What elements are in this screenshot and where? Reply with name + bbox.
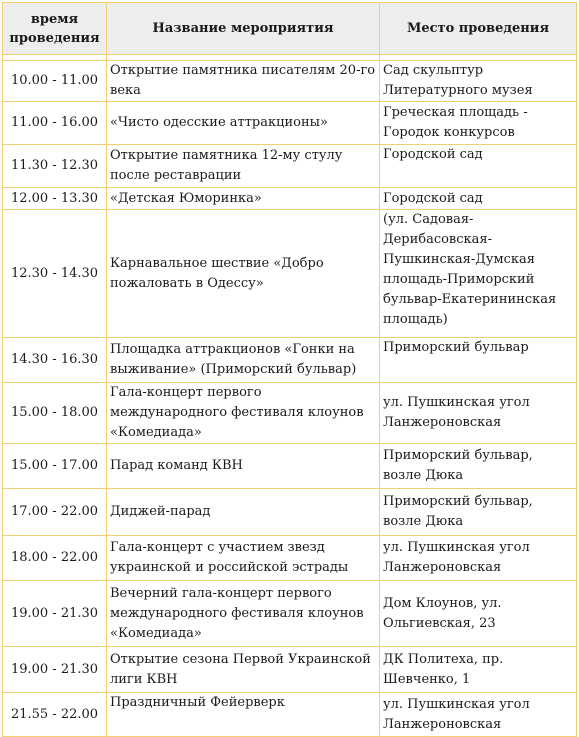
event-cell: Гала-концерт первого международного фестиваля клоунов «Комедиада»	[107, 383, 380, 444]
event-cell: Площадка аттракционов «Гонки на выживание» (Приморский бульвар)	[107, 338, 380, 383]
table-row	[3, 693, 577, 737]
table-row	[3, 145, 577, 188]
schedule-container	[2, 2, 576, 737]
time-cell: 18.00 - 22.00	[3, 536, 107, 581]
time-cell: 17.00 - 22.00	[3, 489, 107, 536]
table-row	[3, 581, 577, 647]
time-cell: 15.00 - 17.00	[3, 444, 107, 489]
time-cell: 12.00 - 13.30	[3, 188, 107, 210]
event-cell: Открытие памятника 12-му стулу после реставрации	[107, 145, 380, 188]
time-cell: 15.00 - 18.00	[3, 383, 107, 444]
place-cell: ДК Политеха, пр. Шевченко, 1	[380, 647, 577, 693]
event-cell: Карнавальное шествие «Добро пожаловать в Одессу»	[107, 210, 380, 338]
place-cell: Городской сад	[380, 188, 577, 210]
table-row	[3, 444, 577, 489]
place-cell: Греческая площадь - Городок конкурсов	[380, 102, 577, 145]
place-cell: ул. Пушкинская угол Ланжероновская	[380, 536, 577, 581]
header-time: время проведения	[3, 3, 107, 55]
place-cell: ул. Пушкинская угол Ланжероновская	[380, 693, 577, 737]
event-cell: Открытие памятника писателям 20-го века	[107, 61, 380, 102]
table-row	[3, 338, 577, 383]
time-cell: 21.55 - 22.00	[3, 693, 107, 737]
event-cell: «Чисто одесские аттракционы»	[107, 102, 380, 145]
time-cell: 14.30 - 16.30	[3, 338, 107, 383]
time-cell: 11.30 - 12.30	[3, 145, 107, 188]
table-row	[3, 536, 577, 581]
header-event: Название мероприятия	[107, 3, 380, 55]
table-header-row	[3, 3, 577, 55]
table-row	[3, 647, 577, 693]
event-cell: Парад команд КВН	[107, 444, 380, 489]
event-cell: Праздничный Фейерверк	[107, 693, 380, 737]
table-row	[3, 489, 577, 536]
time-cell: 12.30 - 14.30	[3, 210, 107, 338]
table-row	[3, 383, 577, 444]
table-row	[3, 102, 577, 145]
time-cell: 10.00 - 11.00	[3, 61, 107, 102]
event-cell: Открытие сезона Первой Украинской лиги КВН	[107, 647, 380, 693]
place-cell: (ул. Садовая-Дерибасовская-Пушкинская-Думская площадь-Приморский бульвар-Екатерининская площадь)	[380, 210, 577, 338]
table-row	[3, 210, 577, 338]
event-cell: Вечерний гала-концерт первого международного фестиваля клоунов «Комедиада»	[107, 581, 380, 647]
event-cell: Гала-концерт с участием звезд украинской и российской эстрады	[107, 536, 380, 581]
time-cell: 19.00 - 21.30	[3, 647, 107, 693]
place-cell: Приморский бульвар, возле Дюка	[380, 444, 577, 489]
place-cell: Дом Клоунов, ул. Ольгиевская, 23	[380, 581, 577, 647]
header-place: Место проведения	[380, 3, 577, 55]
table-row	[3, 188, 577, 210]
place-cell: Городской сад	[380, 145, 577, 188]
place-cell: ул. Пушкинская угол Ланжероновская	[380, 383, 577, 444]
place-cell: Приморский бульвар	[380, 338, 577, 383]
place-cell: Сад скульптур Литературного музея	[380, 61, 577, 102]
time-cell: 11.00 - 16.00	[3, 102, 107, 145]
time-cell: 19.00 - 21.30	[3, 581, 107, 647]
event-cell: Диджей-парад	[107, 489, 380, 536]
events-schedule-table	[2, 2, 577, 737]
table-row	[3, 61, 577, 102]
event-cell: «Детская Юморинка»	[107, 188, 380, 210]
place-cell: Приморский бульвар, возле Дюка	[380, 489, 577, 536]
